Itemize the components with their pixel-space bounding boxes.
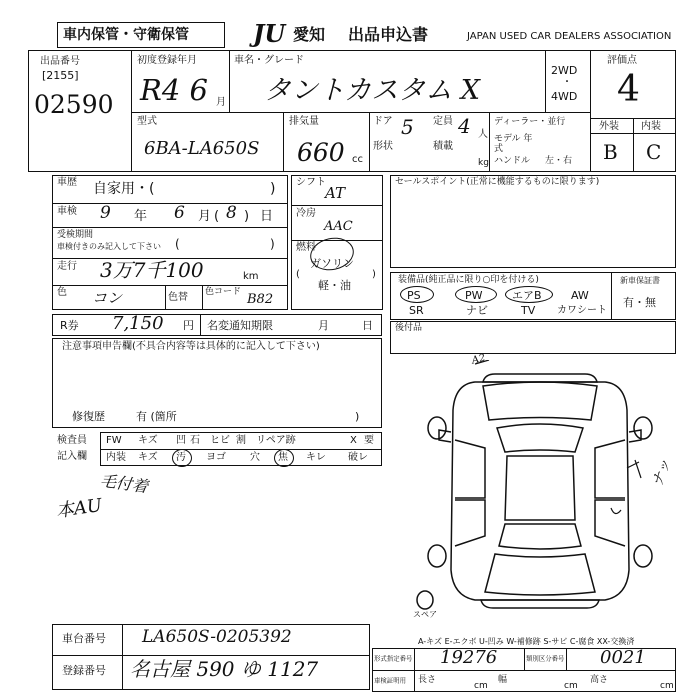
kg-unit: kg: [478, 158, 489, 168]
chassis-value: LA650S-0205392: [142, 627, 292, 647]
damage-legend: A-キズ E-エクボ U-凹み W-補修跡 S-サビ C-腐食 XX-交換済: [418, 637, 635, 646]
plate-value: 名古屋 590 ゆ 1127: [130, 657, 319, 681]
divider: [283, 112, 284, 172]
handwritten-note-au: 本AU: [54, 494, 104, 523]
divider: [524, 648, 525, 670]
color-code-value: B82: [247, 292, 274, 307]
inspection-day: 8: [226, 203, 237, 223]
fuel-paren-open: (: [296, 269, 300, 280]
logo-region: 愛知: [293, 25, 326, 44]
inspector-row1-stone: 石: [190, 435, 200, 446]
inspection-month-unit: 月: [198, 209, 212, 224]
name-change-month-unit: 月: [318, 319, 329, 332]
inspector-row1-scratch: キズ: [138, 435, 158, 446]
inspector-row1-fw: FW: [106, 435, 122, 446]
inspector-row1-split: 割: [236, 435, 246, 446]
inspector-row2-hole: 穴: [250, 452, 260, 463]
fuel-label: 燃料: [296, 242, 316, 253]
trim-color-label: 色替: [168, 292, 188, 303]
lot-sub-number: [2155]: [42, 69, 79, 82]
class-label: 類別区分番号: [526, 655, 565, 663]
diagram-note-a2: A2: [470, 352, 487, 367]
exterior-label: 外装: [599, 121, 619, 132]
drive-sep: ・: [562, 77, 572, 88]
color-label: 色: [57, 287, 67, 298]
score-value: 4: [617, 69, 640, 110]
equip-item-tv: TV: [521, 304, 536, 317]
inspector-row2-interior: 内装: [106, 452, 126, 463]
equipment-label: 装備品(純正品に限り○印を付ける): [398, 275, 539, 285]
divider: [52, 655, 370, 656]
interior-value: C: [646, 140, 662, 164]
inspection-label: 車検: [57, 206, 77, 217]
mileage-unit: km: [243, 271, 259, 282]
exterior-value: B: [603, 140, 618, 164]
inspector-label-1: 検査員: [57, 435, 87, 446]
usage-label: 車歴: [57, 177, 77, 188]
equip-item-leather-seat: カワシート: [557, 305, 607, 316]
association-name: JAPAN USED CAR DEALERS ASSOCIATION: [467, 31, 672, 42]
divider: [291, 205, 383, 206]
reg-note-close: ): [270, 237, 275, 251]
displacement-value: 660: [297, 138, 345, 167]
color-code-label: 色コード: [205, 287, 242, 297]
inspector-row2-stain: ヨゴ: [206, 452, 226, 463]
divider: [165, 285, 166, 310]
recycle-value: 7,150: [112, 313, 164, 334]
model-year-label: モデル 年式: [494, 134, 533, 154]
new-car-warranty-options: 有・無: [623, 296, 656, 309]
repair-label: 修復歴: [72, 410, 105, 423]
drive-2wd: 2WD: [551, 64, 578, 77]
repair-close: ): [355, 410, 360, 423]
color-value: コン: [92, 289, 123, 307]
month-suffix: 月: [216, 97, 226, 108]
divider: [122, 624, 123, 690]
sales-points-label: セールスポイント(正常に機能するものに限ります): [395, 177, 600, 187]
inspector-row1-req: 要: [364, 435, 374, 446]
type-value: 6BA-LA650S: [144, 138, 260, 159]
recycle-unit: 円: [183, 319, 194, 332]
usage-value: 自家用・(: [93, 181, 155, 197]
first-reg-label: 初度登録年月: [137, 55, 197, 66]
type-cert-value: 19276: [440, 647, 498, 668]
drive-4wd: 4WD: [551, 90, 578, 103]
spare-label: スペア: [413, 610, 437, 619]
inspector-label-2: 記入欄: [57, 451, 87, 462]
shift-value: AT: [325, 184, 346, 202]
equip-circle-pw: [455, 286, 497, 303]
dim-label: 車検証明用: [374, 677, 406, 685]
inspector-burn-circle: [274, 449, 294, 467]
inspector-row1-repair: リペア跡: [256, 435, 296, 446]
afterparts-label: 後付品: [395, 323, 423, 333]
divider: [590, 50, 591, 172]
ac-value: AAC: [324, 219, 353, 234]
sales-points-block: [390, 175, 676, 268]
afterparts-block: [390, 321, 676, 354]
height-label: 高さ: [590, 675, 609, 685]
inspector-row2-tear: 破レ: [348, 452, 368, 463]
plate-label: 登録番号: [62, 664, 106, 677]
logo-mark: JU: [253, 19, 286, 48]
name-change-label: 名変通知期限: [207, 319, 273, 332]
model-grade-value: タントカスタム X: [264, 75, 480, 106]
inspector-row1-dent: 凹: [176, 435, 186, 446]
shift-label: シフト: [296, 177, 326, 188]
recycle-label: R券: [60, 319, 79, 332]
doors-label: ドア: [373, 116, 393, 127]
divider: [52, 227, 288, 228]
lot-label: 出品番号: [40, 56, 80, 67]
height-unit: cm: [660, 681, 674, 691]
inspector-row2-dirt: 汚: [176, 452, 186, 463]
inspection-day-unit: 日: [260, 209, 274, 224]
inspector-row1-crack: ヒビ: [210, 435, 230, 446]
inspector-row2-cut: キレ: [306, 452, 326, 463]
type-cert-label: 形式指定番号: [374, 655, 413, 663]
lot-number: 02590: [34, 90, 114, 119]
fuel-paren-close: ): [372, 269, 376, 280]
divider: [131, 50, 132, 172]
new-car-warranty-label: 新車保証書: [620, 276, 660, 285]
divider: [372, 670, 676, 671]
score-label: 評価点: [607, 55, 637, 66]
name-change-day-unit: 日: [362, 319, 373, 332]
equip-item-ps: PS: [407, 289, 421, 302]
fuel-gasoline: ガソリン: [310, 257, 354, 270]
mileage-label: 走行: [57, 261, 77, 272]
inspection-day-close: ): [244, 209, 250, 224]
divider: [229, 50, 230, 112]
reg-note-label: 受検期間: [57, 230, 94, 240]
equip-item-airbag: エアB: [512, 289, 542, 302]
inspection-year: 9: [100, 203, 111, 223]
mileage-value: 3万7千100: [100, 258, 204, 282]
reg-note-open: (: [175, 237, 180, 251]
divider: [414, 648, 415, 692]
divider: [369, 112, 370, 172]
capacity-value: 4: [458, 114, 471, 138]
divider: [489, 112, 490, 172]
notes-label: 注意事項申告欄(不具合内容等は具体的に記入して下さい): [62, 341, 320, 352]
divider: [52, 285, 288, 286]
repair-value: 有 (箇所: [136, 410, 177, 423]
interior-label: 内装: [641, 121, 661, 132]
equip-item-sr: SR: [409, 304, 424, 317]
diagram-note-right: ナッ: [649, 457, 675, 489]
displacement-label: 排気量: [289, 116, 319, 127]
load-label: 積載: [433, 141, 453, 152]
class-value: 0021: [600, 647, 646, 668]
person-unit: 人: [478, 129, 488, 140]
usage-close: ): [270, 181, 276, 197]
equip-item-aw: AW: [571, 289, 589, 302]
type-label: 型式: [137, 116, 157, 127]
model-grade-label: 車名・グレード: [234, 55, 304, 66]
fuel-diesel: 軽・油: [318, 279, 351, 292]
shape-label: 形状: [373, 141, 393, 152]
inspector-row2-scratch: キズ: [138, 452, 158, 463]
inspector-row2-burn: 焦: [278, 452, 288, 463]
storage-label: 車内保管・守衛保管: [63, 27, 189, 43]
handwritten-note-hair: 毛付着: [98, 470, 150, 497]
inspection-day-open: (: [214, 209, 220, 224]
dealer-label: ディーラー・並行: [494, 117, 566, 127]
inspector-dirt-circle: [172, 449, 192, 467]
cc-unit: cc: [352, 154, 363, 165]
inspector-row1-x: X: [350, 435, 357, 446]
doors-value: 5: [401, 115, 414, 139]
chassis-label: 車台番号: [62, 632, 106, 645]
capacity-label: 定員: [433, 116, 453, 127]
car-damage-diagram: [415, 360, 665, 620]
inspection-month: 6: [174, 203, 185, 223]
equip-circle-ps: [400, 286, 434, 303]
handle-options: 左・右: [545, 156, 573, 166]
ac-label: 冷房: [296, 208, 316, 219]
inspection-year-unit: 年: [134, 209, 148, 224]
divider: [545, 50, 546, 112]
divider: [100, 449, 382, 450]
width-label: 幅: [498, 675, 508, 685]
length-unit: cm: [474, 681, 488, 691]
divider: [131, 112, 590, 113]
length-label: 長さ: [418, 675, 437, 685]
equip-item-pw: PW: [465, 289, 483, 302]
first-reg-value: R4 6: [140, 73, 208, 107]
width-unit: cm: [564, 681, 578, 691]
divider: [52, 203, 288, 204]
handle-label: ハンドル: [494, 156, 531, 166]
reg-note-sublabel: 車検付きのみ記入して下さい: [57, 242, 161, 251]
divider: [633, 118, 634, 172]
divider: [202, 285, 203, 310]
divider: [611, 272, 612, 320]
equip-item-navi: ナビ: [466, 304, 488, 317]
divider: [200, 314, 201, 336]
divider: [566, 648, 567, 670]
equip-circle-airbag: [505, 286, 553, 303]
doc-title: 出品申込書: [348, 25, 429, 44]
